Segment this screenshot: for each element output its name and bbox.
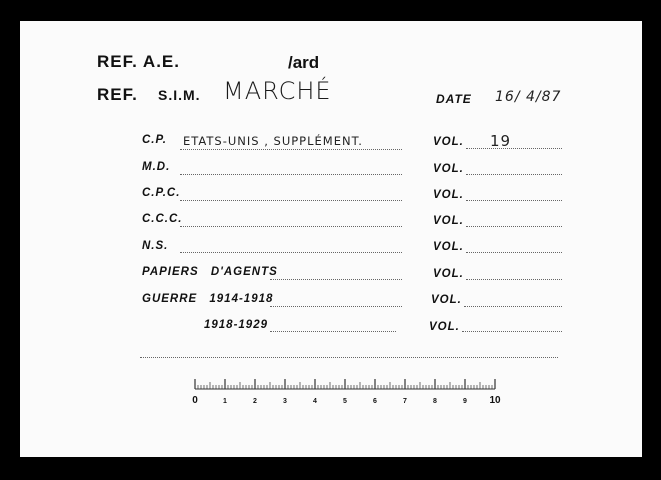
ruler-number: 2 (253, 398, 257, 405)
row-vol-label-ccc: VOL. (433, 215, 464, 227)
ruler-number: 9 (463, 398, 467, 405)
ref-sim-value: MARCHÉ (223, 77, 332, 105)
row-label-cp: C.P. (142, 134, 167, 146)
ref-sim-label: S.I.M. (158, 87, 201, 103)
row-vol-label-guerre: VOL. (431, 294, 462, 306)
ruler-number: 8 (433, 398, 437, 405)
row-label-ccc: C.C.C. (142, 213, 183, 225)
row-label-1918-1929: 1918-1929 (204, 319, 268, 331)
row-vol-label-cpc: VOL. (433, 189, 464, 201)
row-label-guerre: GUERRE 1914-1918 (142, 293, 274, 305)
row-vol-label-papiers: VOL. (433, 268, 464, 280)
ruler-number: 6 (373, 398, 377, 405)
ruler-number: 1 (223, 398, 227, 405)
ruler-number: 10 (489, 395, 501, 406)
ruler-number: 7 (403, 398, 407, 405)
date-value: 16/ 4/87 (495, 89, 562, 105)
row-vol-label-md: VOL. (433, 163, 464, 175)
row-label-md: M.D. (142, 161, 171, 173)
ref-sim-prefix: REF. (97, 85, 138, 104)
ruler (180, 373, 510, 413)
row-vol-value-cp: 19 (490, 132, 512, 150)
archive-card (20, 21, 642, 457)
date-label: DATE (436, 92, 472, 106)
row-value-cp: ETATS-UNIS , SUPPLÉMENT. (183, 134, 363, 148)
row-label-ns: N.S. (142, 240, 169, 252)
row-vol-label-1918-1929: VOL. (429, 321, 460, 333)
ref-ae-label: REF. A.E. (97, 52, 180, 71)
ruler-number: 0 (192, 395, 198, 406)
row-label-cpc: C.P.C. (142, 187, 181, 199)
ruler-number: 3 (283, 398, 287, 405)
row-label-papiers: PAPIERS D'AGENTS (142, 266, 278, 278)
ref-ae-value: /ard (288, 53, 320, 72)
ruler-number: 5 (343, 398, 347, 405)
ruler-number: 4 (313, 398, 317, 405)
blank-line (140, 357, 558, 358)
row-vol-label-cp: VOL. (433, 136, 464, 148)
row-vol-label-ns: VOL. (433, 241, 464, 253)
